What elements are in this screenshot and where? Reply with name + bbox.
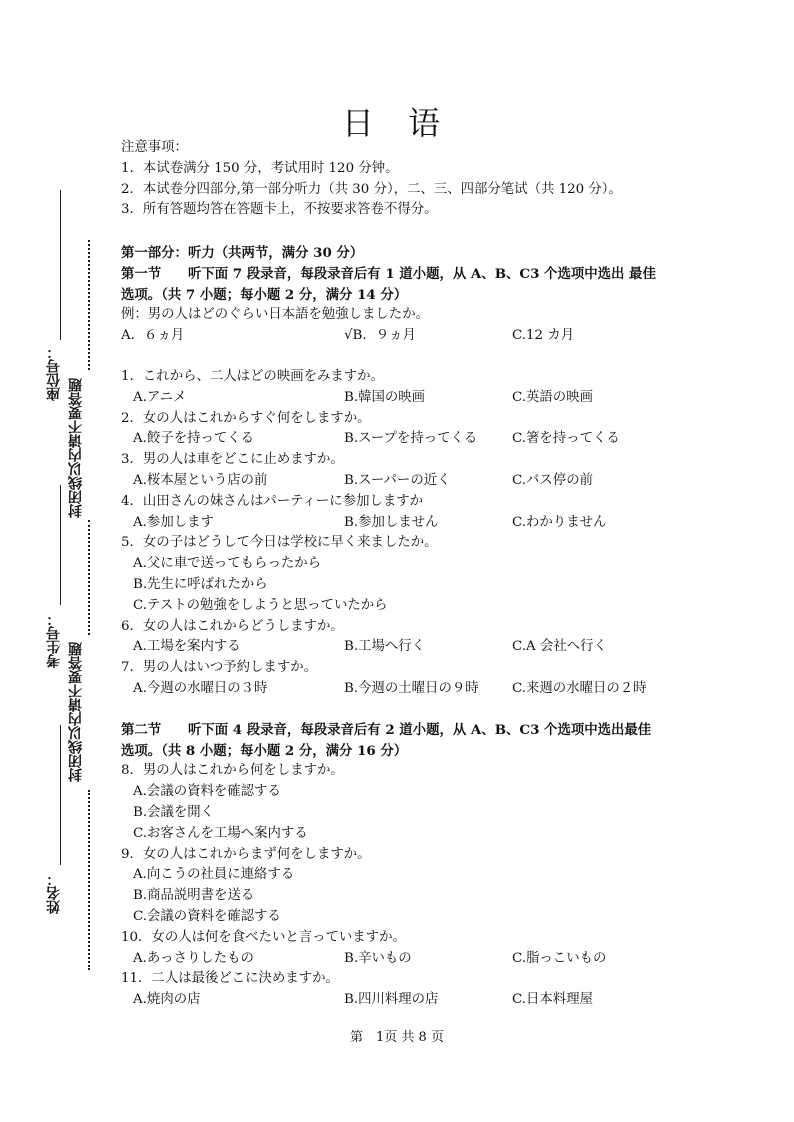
- question: 11．二人は最後どこに決めますか。: [121, 971, 339, 987]
- seal-dotted-line-bottom: [88, 790, 90, 970]
- option-b: B.工場へ行く: [344, 639, 426, 655]
- section1-instruction: 第一节 听下面 7 段录音，每段录音后有 1 道小题，从 A、B、C3 个选项中选出 最佳: [121, 265, 656, 282]
- question: 1．これから、二人はどの映画をみますか。: [121, 368, 384, 384]
- option-a: A.焼肉の店: [133, 992, 201, 1008]
- option-c: C.バス停の前: [512, 472, 593, 488]
- question: 7．男の人はいつ予約しますか。: [121, 660, 317, 676]
- question-options: [121, 949, 781, 970]
- option-c: C.脂っこいもの: [512, 950, 607, 966]
- seal-dotted-line-mid: [88, 520, 90, 635]
- option-a: A.父に車で送ってもらったから: [133, 556, 322, 572]
- question-options: [121, 637, 781, 658]
- page-title: 日 语: [341, 104, 453, 142]
- question: 8．男の人はこれから何をしますか。: [121, 763, 344, 779]
- seal-warning-bottom: 封闭线以内请不要答题: [68, 642, 84, 782]
- notice-item: 3．所有答题均答在答题卡上，不按要求答卷不得分。: [121, 202, 438, 218]
- option-c: C.箸を持ってくる: [512, 431, 620, 447]
- option-a: A.会議の資料を確認する: [133, 784, 281, 800]
- question: 10．女の人は何を食べたいと言っていますか。: [121, 929, 406, 945]
- option-b: B.会議を開く: [133, 804, 215, 820]
- question: 5．女の子はどうして今日は学校に早く来ましたか。: [121, 535, 438, 551]
- seal-dotted-line-top: [88, 240, 90, 370]
- question-options: [121, 513, 781, 534]
- question-options: [121, 679, 781, 700]
- option-b: B.韓国の映画: [344, 389, 426, 405]
- exam-no-line: [60, 485, 61, 605]
- seat-line: [60, 190, 61, 340]
- option-b: B.商品説明書を送る: [133, 888, 255, 904]
- question: 3．男の人は車をどこに止めますか。: [121, 452, 344, 468]
- section1-instruction-cont: 选项。（共 7 小题；每小题 2 分，满分 14 分）: [121, 286, 408, 303]
- name-line: [60, 725, 61, 865]
- question: 9．女の人はこれからまず何をしますか。: [121, 846, 371, 862]
- option-a: A.桜本屋という店の前: [133, 472, 268, 488]
- option-a: A.今週の水曜日の３時: [133, 680, 268, 696]
- option-a: A.向こうの社員に連絡する: [133, 867, 295, 883]
- option-a: A．６ヵ月: [121, 328, 185, 344]
- option-c: C.テストの勉強をしようと思っていたから: [133, 597, 388, 613]
- question: 2．女の人はこれからすぐ何をしますか。: [121, 410, 371, 426]
- option-c: C.会議の資料を確認する: [133, 908, 281, 924]
- option-b: B.四川料理の店: [344, 992, 439, 1008]
- seal-warning-top: 封闭线以内请不要答题: [68, 378, 84, 518]
- option-a: A.アニメ: [133, 389, 187, 405]
- question-options: [121, 990, 781, 1011]
- option-b: B.先生に呼ばれたから: [133, 576, 268, 592]
- option-c: C.A 会社へ行く: [512, 639, 607, 655]
- option-c: C.英語の映画: [512, 389, 593, 405]
- section2-instruction: 第二节 听下面 4 段录音，每段录音后有 2 道小题，从 A、B、C3 个选项中选出最佳: [121, 721, 652, 738]
- question-options: [121, 429, 781, 450]
- example-question: 例：男の人はどのぐらい日本語を勉強しましたか。: [121, 307, 429, 323]
- option-b: B.スーパーの近く: [344, 472, 451, 488]
- notice-heading: 注意事项：: [121, 140, 188, 155]
- seat-label: 座位号：: [46, 345, 62, 401]
- exam-no-label: 考生号：: [46, 612, 62, 668]
- notice-item: 2．本试卷分四部分,第一部分听力（共 30 分），二、三、四部分笔试（共 120 分）。: [121, 181, 622, 197]
- option-c: C.お客さんを工場へ案内する: [133, 825, 308, 841]
- option-c: C.来週の水曜日の２時: [512, 680, 647, 696]
- part1-heading: 第一部分：听力（共两节，满分 30 分）: [121, 245, 364, 261]
- question-options: [121, 388, 781, 409]
- question: 6．女の人はこれからどうしますか。: [121, 618, 344, 634]
- option-c: C.わかりません: [512, 514, 607, 530]
- option-b: B.辛いもの: [344, 950, 412, 966]
- name-label: 姓名：: [46, 872, 62, 914]
- option-b: B.スープを持ってくる: [344, 431, 478, 447]
- question-options: [121, 471, 781, 492]
- section2-instruction-cont: 选项。（共 8 小题；每小题 2 分，满分 16 分）: [121, 742, 408, 759]
- page-number: 第 1页 共 8 页: [350, 1030, 444, 1045]
- option-a: A.工場を案内する: [133, 639, 241, 655]
- option-b: √B．９ヵ月: [344, 328, 416, 344]
- option-a: A.参加します: [133, 514, 214, 530]
- option-a: A.餃子を持ってくる: [133, 431, 255, 447]
- option-b: B.今週の土曜日の９時: [344, 680, 479, 696]
- option-c: C.日本料理屋: [512, 992, 593, 1008]
- option-b: B.参加しません: [344, 514, 439, 530]
- part1-block: [121, 243, 781, 1011]
- example-options: [121, 326, 781, 347]
- option-c: C.12 カ月: [512, 328, 575, 344]
- option-a: A.あっさりしたもの: [133, 950, 254, 966]
- notice-block: [121, 138, 781, 221]
- question: 4．山田さんの妹さんはパーティーに参加しますか: [121, 493, 424, 509]
- notice-item: 1．本试卷满分 150 分，考试用时 120 分钟。: [121, 160, 399, 176]
